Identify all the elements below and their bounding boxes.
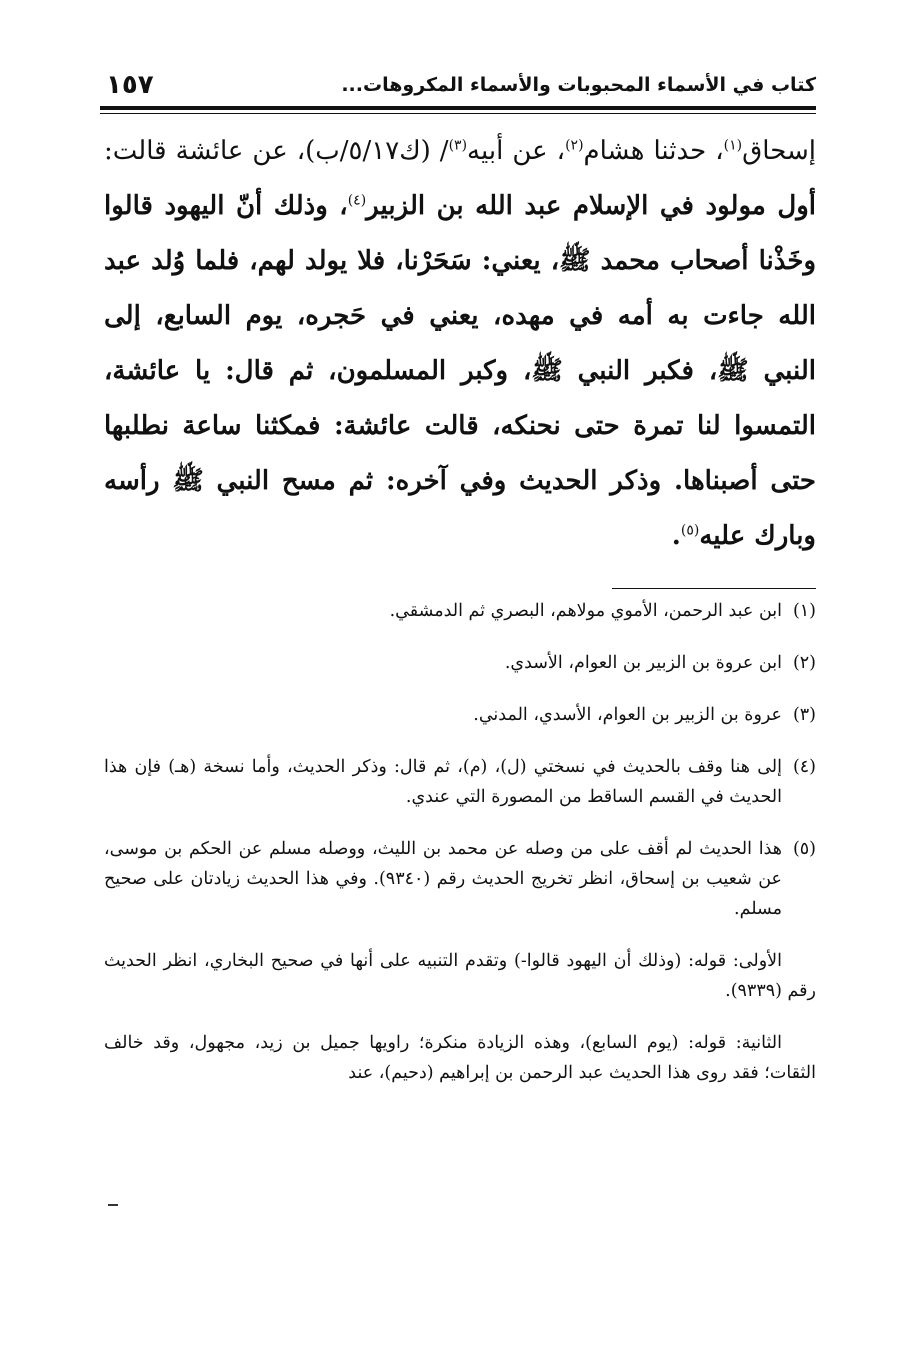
footnote-text: ابن عروة بن الزبير بن العوام، الأسدي. xyxy=(504,653,782,673)
footnote-text: إلى هنا وقف بالحديث في نسختي (ل)، (م)، ثم قال: وذكر الحديث، وأما نسخة (هـ) فإن هذا الحديث في القسم الساقط من المصورة التي عندي. xyxy=(104,757,782,807)
footnote-item xyxy=(104,700,816,730)
main-text-part: ، حدثنا هشام xyxy=(583,136,724,166)
footnote-number: (٥) xyxy=(792,839,816,859)
main-text-part: / (ك٥/١٧/ب)، عن عائشة قالت: xyxy=(104,136,449,166)
hadith-text: ، وذلك أنّ اليهود قالوا وخَذْنا أصحاب محمد ﷺ، يعني: سَحَرْنا، فلا يولد لهم، فلما وُلد عبد الله جاءت به أمه في مهده، يعني في حَجره، يوم السابع، إلى النبي ﷺ، فكبر النبي ﷺ، وكبر المسلمون، ثم قال: يا عائشة، التمسوا لنا تمرة حتى نحنكه، قالت عائشة: فمكثنا ساعة نطلبها حتى أصبناها. وذكر الحديث وفي آخره: ثم مسح النبي ﷺ رأسه وبارك عليه xyxy=(104,191,816,551)
header-title: كتاب في الأسماء المحبوبات والأسماء المكروهات... xyxy=(341,74,816,96)
footnote-ref-3[interactable]: (٣) xyxy=(448,137,468,154)
continuation-mark xyxy=(108,1204,118,1206)
footnote-item xyxy=(104,752,816,812)
header-rule-thick xyxy=(100,106,816,110)
footnote-item xyxy=(104,596,816,626)
footnote-ref-4[interactable]: (٤) xyxy=(347,192,367,209)
footnote-ref-1[interactable]: (١) xyxy=(723,137,743,154)
footnote-number: (٣) xyxy=(792,705,816,725)
footnote-text: عروة بن الزبير بن العوام، الأسدي، المدني. xyxy=(473,705,782,725)
hadith-text: أول مولود في الإسلام عبد الله بن الزبير xyxy=(366,191,816,221)
footnote-ref-5[interactable]: (٥) xyxy=(680,522,700,539)
footnote-paragraph: الثانية: قوله: (يوم السابع)، وهذه الزيادة منكرة؛ راويها جميل بن زيد، مجهول، وقد خالف الثقات؛ فقد روى هذا الحديث عبد الرحمن بن إبراهيم (دحيم)، عند xyxy=(104,1033,816,1083)
main-text-part: ، عن أبيه xyxy=(467,136,566,166)
footnote-number: (٤) xyxy=(792,757,816,777)
footnote-number: (٢) xyxy=(792,653,816,673)
main-text-part: إسحاق xyxy=(742,136,816,166)
page-number: ١٥٧ xyxy=(106,70,154,100)
running-header xyxy=(100,72,816,106)
header-rule-thin xyxy=(100,113,816,114)
footnote-item xyxy=(104,648,816,678)
footnote-ref-2[interactable]: (٢) xyxy=(565,137,584,154)
footnotes xyxy=(104,596,816,1110)
footnote-text: ابن عبد الرحمن، الأموي مولاهم، البصري ثم الدمشقي. xyxy=(389,601,782,621)
footnote-paragraph: الأولى: قوله: (وذلك أن اليهود قالوا-) وتقدم التنبيه على أنها في صحيح البخاري، انظر الحديث رقم (٩٣٣٩). xyxy=(104,951,816,1001)
footnote-item xyxy=(104,834,816,924)
footnote-number: (١) xyxy=(792,601,816,621)
footnote-text: هذا الحديث لم أقف على من وصله عن محمد بن الليث، ووصله مسلم عن الحكم بن موسى، عن شعيب بن إسحاق، انظر تخريج الحديث رقم (٩٣٤٠). وفي هذا الحديث زيادتان على صحيح مسلم. xyxy=(104,839,782,919)
main-text xyxy=(104,124,816,564)
hadith-text-end: . xyxy=(671,521,681,551)
footnote-separator xyxy=(612,588,816,589)
